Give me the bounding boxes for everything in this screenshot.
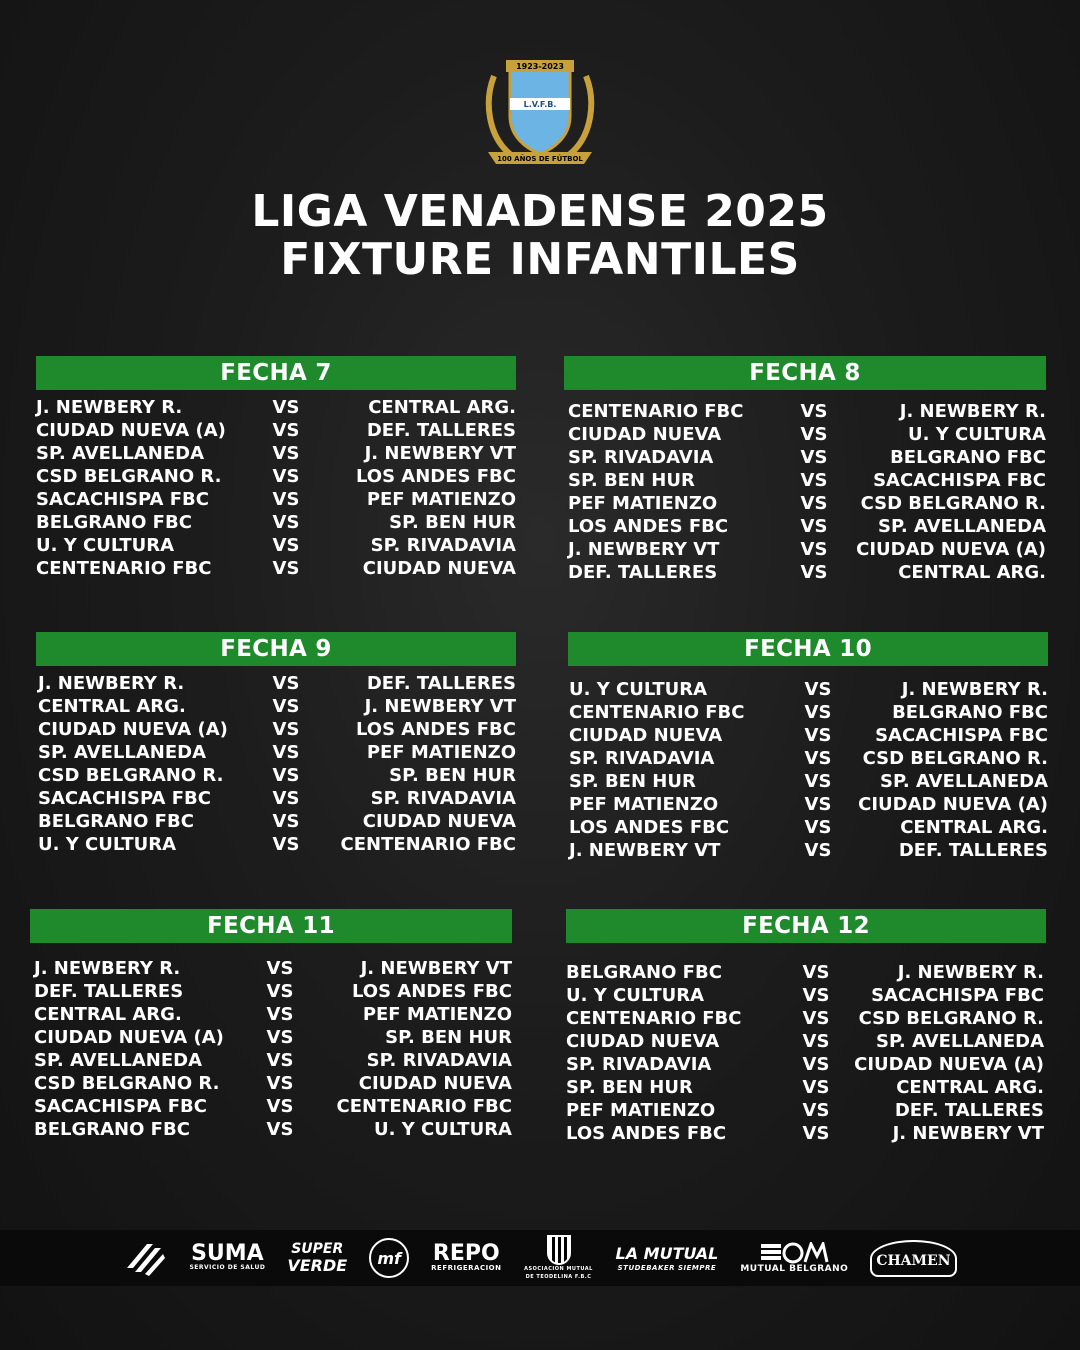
match-row <box>564 561 1046 584</box>
vs-label: VS <box>800 401 828 422</box>
vs-label: VS <box>272 466 300 487</box>
match-row <box>568 747 1048 770</box>
sponsor-chamen: CHAMEN <box>870 1240 956 1277</box>
away-team: CENTRAL ARG. <box>896 1077 1044 1098</box>
match-row <box>566 1076 1046 1099</box>
vs-label: VS <box>266 1119 294 1140</box>
away-team: CIUDAD NUEVA (A) <box>854 1054 1044 1075</box>
match-row <box>566 961 1046 984</box>
vs-label: VS <box>804 679 832 700</box>
away-team: SP. BEN HUR <box>389 765 516 786</box>
page-subtitle: FIXTURE INFANTILES <box>280 234 800 285</box>
away-team: PEF MATIENZO <box>366 742 516 763</box>
home-team: SACACHISPA FBC <box>36 489 209 510</box>
sponsor-la-mutual: LA MUTUAL STUDEBAKER SIEMPRE <box>615 1244 719 1272</box>
vs-label: VS <box>272 765 300 786</box>
home-team: CIUDAD NUEVA <box>566 1031 720 1052</box>
match-row <box>568 724 1048 747</box>
mf-logo: mf <box>369 1238 409 1278</box>
home-team: LOS ANDES FBC <box>566 1123 727 1144</box>
away-team: SP. AVELLANEDA <box>876 1031 1044 1052</box>
match-row <box>30 1049 512 1072</box>
vs-label: VS <box>802 962 830 983</box>
match-row <box>564 492 1046 515</box>
match-row <box>566 1099 1046 1122</box>
home-team: SP. AVELLANEDA <box>36 443 204 464</box>
home-team: J. NEWBERY R. <box>36 397 183 418</box>
away-team: CIUDAD NUEVA (A) <box>856 539 1046 560</box>
vs-label: VS <box>272 558 300 579</box>
away-team: SP. BEN HUR <box>389 512 516 533</box>
match-row <box>568 770 1048 793</box>
away-team: BELGRANO FBC <box>892 702 1048 723</box>
away-team: CENTENARIO FBC <box>336 1096 512 1117</box>
away-team: SP. AVELLANEDA <box>880 771 1048 792</box>
vs-label: VS <box>802 985 830 1006</box>
match-row <box>568 678 1048 701</box>
away-team: BELGRANO FBC <box>890 447 1046 468</box>
match-row <box>564 446 1046 469</box>
home-team: U. Y CULTURA <box>38 834 177 855</box>
match-row <box>566 1053 1046 1076</box>
away-team: J. NEWBERY VT <box>892 1123 1044 1144</box>
home-team: CIUDAD NUEVA <box>569 725 723 746</box>
away-team: SACACHISPA FBC <box>873 470 1046 491</box>
home-team: U. Y CULTURA <box>566 985 705 1006</box>
vs-label: VS <box>802 1031 830 1052</box>
sponsor-repo: REPO REFRIGERACION <box>431 1241 502 1272</box>
vs-label: VS <box>266 1027 294 1048</box>
away-team: SP. RIVADAVIA <box>370 535 516 556</box>
vs-label: VS <box>272 742 300 763</box>
match-row <box>566 1122 1046 1145</box>
vs-label: VS <box>272 696 300 717</box>
match-row <box>36 672 516 695</box>
home-team: CSD BELGRANO R. <box>36 466 222 487</box>
vs-label: VS <box>800 516 828 537</box>
home-team: J. NEWBERY VT <box>568 539 720 560</box>
match-row <box>36 557 516 580</box>
match-row <box>30 1118 512 1141</box>
away-team: CENTENARIO FBC <box>340 834 516 855</box>
away-team: J. NEWBERY VT <box>360 958 512 979</box>
vs-label: VS <box>804 771 832 792</box>
match-row <box>36 833 516 856</box>
vs-label: VS <box>802 1054 830 1075</box>
home-team: SP. BEN HUR <box>568 470 695 491</box>
away-team: DEF. TALLERES <box>894 1100 1044 1121</box>
away-team: J. NEWBERY VT <box>364 696 516 717</box>
home-team: LOS ANDES FBC <box>569 817 730 838</box>
match-row <box>36 810 516 833</box>
home-team: PEF MATIENZO <box>569 794 719 815</box>
away-team: DEF. TALLERES <box>898 840 1048 861</box>
home-team: SP. RIVADAVIA <box>566 1054 712 1075</box>
match-row <box>36 396 516 419</box>
sponsor-super-verde: SUPER VERDE <box>287 1241 348 1275</box>
vs-label: VS <box>802 1123 830 1144</box>
fecha-block <box>36 356 516 580</box>
away-team: SP. RIVADAVIA <box>366 1050 512 1071</box>
home-team: PEF MATIENZO <box>566 1100 716 1121</box>
vs-label: VS <box>266 958 294 979</box>
away-team: LOS ANDES FBC <box>355 466 516 487</box>
fecha-header: FECHA 7 <box>36 356 516 390</box>
vs-label: VS <box>804 702 832 723</box>
vs-label: VS <box>272 719 300 740</box>
match-row <box>564 423 1046 446</box>
home-team: CIUDAD NUEVA (A) <box>38 719 228 740</box>
home-team: BELGRANO FBC <box>34 1119 190 1140</box>
home-team: DEF. TALLERES <box>34 981 184 1002</box>
match-list <box>36 396 516 580</box>
away-team: CSD BELGRANO R. <box>860 493 1046 514</box>
home-team: BELGRANO FBC <box>36 512 192 533</box>
match-row <box>568 816 1048 839</box>
home-team: J. NEWBERY R. <box>34 958 181 979</box>
away-team: CIUDAD NUEVA <box>362 811 516 832</box>
fecha-header: FECHA 10 <box>568 632 1048 666</box>
away-team: SACACHISPA FBC <box>871 985 1044 1006</box>
vs-label: VS <box>800 539 828 560</box>
fecha-block <box>36 632 516 856</box>
match-row <box>568 793 1048 816</box>
match-list <box>36 672 516 856</box>
vs-label: VS <box>804 725 832 746</box>
match-row <box>36 488 516 511</box>
match-list <box>564 400 1046 584</box>
crest-ribbon: 100 AÑOS DE FÚTBOL <box>497 155 583 163</box>
match-row <box>568 839 1048 862</box>
vs-label: VS <box>272 535 300 556</box>
match-row <box>564 400 1046 423</box>
sponsor-mf <box>369 1238 409 1278</box>
home-team: J. NEWBERY R. <box>38 673 185 694</box>
sponsors-bar <box>0 1230 1080 1286</box>
match-row <box>36 419 516 442</box>
vs-label: VS <box>272 443 300 464</box>
match-row <box>36 534 516 557</box>
vs-label: VS <box>272 420 300 441</box>
away-team: CIUDAD NUEVA <box>362 558 516 579</box>
vs-label: VS <box>800 493 828 514</box>
crest-initials: L.V.F.B. <box>523 100 557 109</box>
match-row <box>564 515 1046 538</box>
match-row <box>566 984 1046 1007</box>
match-list <box>566 961 1046 1145</box>
match-row <box>36 787 516 810</box>
match-row <box>30 980 512 1003</box>
home-team: CIUDAD NUEVA <box>568 424 722 445</box>
vs-label: VS <box>800 447 828 468</box>
vs-label: VS <box>266 1050 294 1071</box>
fecha-header: FECHA 9 <box>36 632 516 666</box>
match-row <box>564 469 1046 492</box>
home-team: SP. BEN HUR <box>566 1077 693 1098</box>
vs-label: VS <box>800 470 828 491</box>
away-team: J. NEWBERY R. <box>899 401 1046 422</box>
fecha-block <box>30 909 512 1141</box>
vs-label: VS <box>266 981 294 1002</box>
vs-label: VS <box>804 748 832 769</box>
home-team: SP. RIVADAVIA <box>569 748 715 769</box>
home-team: SP. RIVADAVIA <box>568 447 714 468</box>
match-row <box>36 718 516 741</box>
fecha-block <box>566 909 1046 1145</box>
match-row <box>566 1030 1046 1053</box>
match-row <box>30 1003 512 1026</box>
home-team: CENTENARIO FBC <box>36 558 212 579</box>
home-team: J. NEWBERY VT <box>569 840 721 861</box>
home-team: LOS ANDES FBC <box>568 516 729 537</box>
sponsor-teodelina: ASOCIACION MUTUAL DE TEODELINA F.B.C <box>524 1235 594 1281</box>
match-row <box>36 442 516 465</box>
vs-label: VS <box>804 840 832 861</box>
away-team: SP. AVELLANEDA <box>878 516 1046 537</box>
match-row <box>568 701 1048 724</box>
match-list <box>568 678 1048 862</box>
vs-label: VS <box>272 834 300 855</box>
away-team: CSD BELGRANO R. <box>862 748 1048 769</box>
vs-label: VS <box>802 1077 830 1098</box>
vs-label: VS <box>266 1096 294 1117</box>
home-team: CENTRAL ARG. <box>34 1004 182 1025</box>
vs-label: VS <box>272 489 300 510</box>
home-team: CENTENARIO FBC <box>568 401 744 422</box>
vs-label: VS <box>272 512 300 533</box>
home-team: BELGRANO FBC <box>38 811 194 832</box>
home-team: BELGRANO FBC <box>566 962 722 983</box>
home-team: U. Y CULTURA <box>569 679 708 700</box>
shield-icon <box>547 1235 571 1265</box>
home-team: CSD BELGRANO R. <box>34 1073 220 1094</box>
sponsor-suma: SUMA SERVICIO DE SALUD <box>189 1241 266 1271</box>
match-row <box>36 695 516 718</box>
vs-label: VS <box>800 424 828 445</box>
vs-label: VS <box>266 1073 294 1094</box>
away-team: SACACHISPA FBC <box>875 725 1048 746</box>
vs-label: VS <box>272 788 300 809</box>
match-row <box>30 1026 512 1049</box>
page-title: LIGA VENADENSE 2025 <box>251 186 829 237</box>
vs-label: VS <box>804 794 832 815</box>
match-row <box>36 764 516 787</box>
vs-label: VS <box>266 1004 294 1025</box>
vs-label: VS <box>272 397 300 418</box>
home-team: CIUDAD NUEVA (A) <box>36 420 226 441</box>
fecha-header: FECHA 11 <box>30 909 512 943</box>
vs-label: VS <box>272 811 300 832</box>
home-team: SP. AVELLANEDA <box>38 742 206 763</box>
away-team: LOS ANDES FBC <box>355 719 516 740</box>
away-team: DEF. TALLERES <box>366 673 516 694</box>
match-row <box>36 465 516 488</box>
match-list <box>30 957 512 1141</box>
match-row <box>36 741 516 764</box>
league-crest <box>480 56 600 170</box>
home-team: CIUDAD NUEVA (A) <box>34 1027 224 1048</box>
home-team: CENTENARIO FBC <box>566 1008 742 1029</box>
fecha-block <box>568 632 1048 862</box>
home-team: SP. BEN HUR <box>569 771 696 792</box>
match-row <box>566 1007 1046 1030</box>
mutual-belgrano-logo <box>759 1242 829 1264</box>
away-team: CENTRAL ARG. <box>898 562 1046 583</box>
away-team: U. Y CULTURA <box>373 1119 512 1140</box>
away-team: CIUDAD NUEVA <box>358 1073 512 1094</box>
fecha-block <box>564 356 1046 584</box>
away-team: J. NEWBERY R. <box>897 962 1044 983</box>
away-team: CENTRAL ARG. <box>368 397 516 418</box>
match-row <box>30 957 512 980</box>
home-team: PEF MATIENZO <box>568 493 718 514</box>
fecha-header: FECHA 12 <box>566 909 1046 943</box>
home-team: SP. AVELLANEDA <box>34 1050 202 1071</box>
home-team: SACACHISPA FBC <box>38 788 211 809</box>
sponsor-stripes-logo <box>123 1238 167 1278</box>
home-team: DEF. TALLERES <box>568 562 718 583</box>
crest-years: 1923-2023 <box>516 62 564 71</box>
vs-label: VS <box>802 1100 830 1121</box>
away-team: J. NEWBERY R. <box>901 679 1048 700</box>
fecha-header: FECHA 8 <box>564 356 1046 390</box>
match-row <box>30 1095 512 1118</box>
sponsor-mutual-belgrano: MUTUAL BELGRANO <box>740 1242 848 1275</box>
away-team: CIUDAD NUEVA (A) <box>858 794 1048 815</box>
vs-label: VS <box>272 673 300 694</box>
home-team: SACACHISPA FBC <box>34 1096 207 1117</box>
vs-label: VS <box>804 817 832 838</box>
away-team: U. Y CULTURA <box>907 424 1046 445</box>
vs-label: VS <box>802 1008 830 1029</box>
match-row <box>564 538 1046 561</box>
home-team: CSD BELGRANO R. <box>38 765 224 786</box>
away-team: CSD BELGRANO R. <box>858 1008 1044 1029</box>
home-team: U. Y CULTURA <box>36 535 175 556</box>
away-team: CENTRAL ARG. <box>900 817 1048 838</box>
away-team: SP. BEN HUR <box>385 1027 512 1048</box>
match-row <box>36 511 516 534</box>
match-row <box>30 1072 512 1095</box>
vs-label: VS <box>800 562 828 583</box>
away-team: PEF MATIENZO <box>366 489 516 510</box>
away-team: LOS ANDES FBC <box>351 981 512 1002</box>
away-team: SP. RIVADAVIA <box>370 788 516 809</box>
away-team: DEF. TALLERES <box>366 420 516 441</box>
away-team: PEF MATIENZO <box>362 1004 512 1025</box>
home-team: CENTENARIO FBC <box>569 702 745 723</box>
home-team: CENTRAL ARG. <box>38 696 186 717</box>
away-team: J. NEWBERY VT <box>364 443 516 464</box>
